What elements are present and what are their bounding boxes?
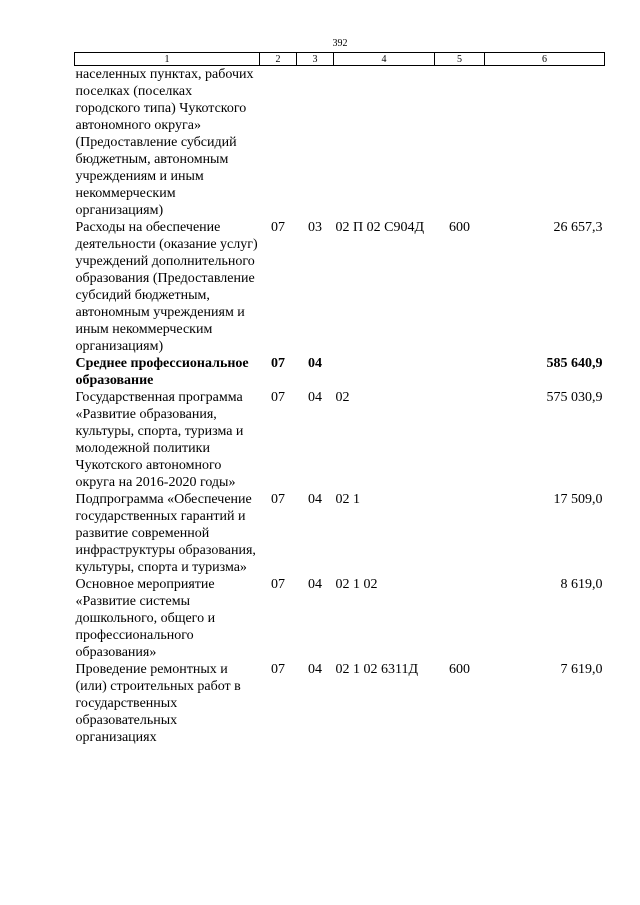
subsection-code: 04	[308, 662, 322, 677]
section-code: 07	[271, 662, 285, 677]
target-article-code: 02	[335, 390, 350, 405]
column-number: 2	[260, 53, 297, 66]
column-number: 4	[334, 53, 435, 66]
column-number: 5	[435, 53, 485, 66]
table-row	[75, 576, 605, 661]
page-number: 392	[332, 38, 348, 49]
section-code	[260, 66, 297, 220]
amount	[485, 66, 605, 220]
expense-name: Основное мероприятие «Развитие системы дошкольного, общего и профессионального образования»	[75, 577, 216, 660]
expense-type-code	[435, 355, 485, 389]
table-row	[75, 491, 605, 576]
expense-name: Проведение ремонтных и (или) строительных работ в государственных образовательных организациях	[75, 662, 241, 745]
table-row	[75, 355, 605, 389]
budget-table	[74, 52, 605, 746]
expense-name: Подпрограмма «Обеспечение государственных гарантий и развитие современной инфраструктуры образования, культуры, спорта и туризма»	[75, 492, 256, 575]
expense-type-code	[435, 66, 485, 220]
table-row	[75, 66, 605, 220]
target-article-code: 02 1 02 6311Д	[335, 662, 419, 677]
section-code: 07	[271, 356, 285, 371]
amount: 17 509,0	[553, 492, 603, 507]
amount: 8 619,0	[560, 577, 603, 592]
subsection-code	[297, 66, 334, 220]
subsection-code: 04	[308, 492, 322, 507]
expense-name: населенных пунктах, рабочих поселках (поселках городского типа) Чукотского автономного округа» (Предоставление субсидий бюджетным, автономным учреждениям и иным некоммерческим организациям)	[75, 67, 254, 218]
section-code: 07	[271, 577, 285, 592]
section-code: 07	[271, 390, 285, 405]
amount: 575 030,9	[546, 390, 603, 405]
expense-type-code	[435, 389, 485, 491]
section-code: 07	[271, 492, 285, 507]
expense-name: Государственная программа «Развитие образования, культуры, спорта, туризма и молодежной политики Чукотского автономного округа на 2016-2020 годы»	[75, 390, 244, 490]
table-row	[75, 219, 605, 355]
amount: 585 640,9	[546, 356, 603, 371]
section-code: 07	[271, 220, 285, 235]
expense-type-code: 600	[449, 220, 470, 235]
subsection-code: 04	[308, 577, 322, 592]
column-number: 6	[485, 53, 605, 66]
expense-name: Среднее профессиональное образование	[75, 356, 249, 388]
target-article-code: 02 П 02 С904Д	[335, 220, 424, 235]
column-number: 3	[297, 53, 334, 66]
table-row	[75, 661, 605, 746]
column-number: 1	[75, 53, 260, 66]
target-article-code: 02 1	[335, 492, 360, 507]
amount: 26 657,3	[553, 220, 603, 235]
target-article-code	[334, 355, 435, 389]
subsection-code: 03	[308, 220, 322, 235]
target-article-code	[334, 66, 435, 220]
expense-type-code	[435, 491, 485, 576]
subsection-code: 04	[308, 390, 322, 405]
expense-name: Расходы на обеспечение деятельности (оказание услуг) учреждений дополнительного образования (Предоставление субсидий бюджетным, автономным учреждениям и иным некоммерческим организациям)	[75, 220, 258, 354]
subsection-code: 04	[308, 356, 322, 371]
amount: 7 619,0	[560, 662, 603, 677]
expense-type-code: 600	[449, 662, 470, 677]
target-article-code: 02 1 02	[335, 577, 378, 592]
column-number-row	[75, 53, 605, 66]
table-row	[75, 389, 605, 491]
expense-type-code	[435, 576, 485, 661]
